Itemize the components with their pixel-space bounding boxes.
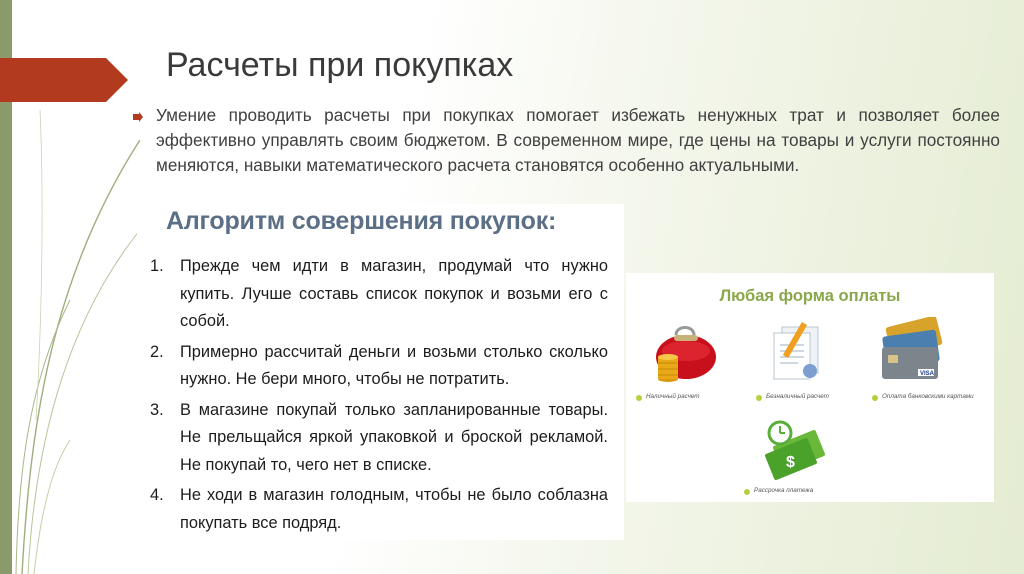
svg-text:$: $ <box>786 454 795 471</box>
payment-label-cashless: Безналичный расчет <box>766 393 829 400</box>
wallet-icon <box>648 323 720 385</box>
payment-title: Любая форма оплаты <box>719 287 901 305</box>
slide-title: Расчеты при покупках <box>166 46 514 84</box>
list-item: 1. Прежде чем идти в магазин, продумай что нужно купить. Лучше составь список покупок и возьми его с собой. <box>150 257 608 330</box>
svg-text:VISA: VISA <box>920 371 935 377</box>
payment-label-cards: Оплата банковскими картами <box>882 393 974 400</box>
title-accent-arrow <box>0 58 128 102</box>
slide-body-text: Умение проводить расчеты при покупках помогает избежать ненужных трат и позволяет более эффективно управлять своим бюджетом. В современном мире, где цены на товары и услуги постоянно меняются, навыки математического расчета становятся особенно актуальными. <box>156 105 1000 176</box>
algorithm-title: Алгоритм совершения покупок: <box>166 207 557 235</box>
bullet-arrow-icon <box>133 112 143 122</box>
documents-icon <box>764 321 828 383</box>
bullet-dot-icon <box>756 395 762 401</box>
bank-cards-icon <box>878 317 952 387</box>
payment-label-installment: Рассрочка платежа <box>754 487 814 494</box>
bullet-dot-icon <box>872 395 878 401</box>
payment-label-cash: Наличный расчет <box>646 393 700 400</box>
list-item: 2. Примерно рассчитай деньги и возьми столько сколько нужно. Не бери много, чтобы не потратить. <box>150 342 608 388</box>
installment-icon <box>762 419 830 483</box>
list-item: 3. В магазине покупай только запланированные товары. Не прельщайся яркой упаковкой и броской рекламой. Не покупай то, чего нет в списке. <box>150 400 608 474</box>
payment-panel <box>626 273 994 502</box>
bullet-dot-icon <box>636 395 642 401</box>
bullet-dot-icon <box>744 489 750 495</box>
list-item: 4. Не ходи в магазин голодным, чтобы не было соблазна покупать все подряд. <box>150 486 608 532</box>
algorithm-list <box>150 253 608 540</box>
